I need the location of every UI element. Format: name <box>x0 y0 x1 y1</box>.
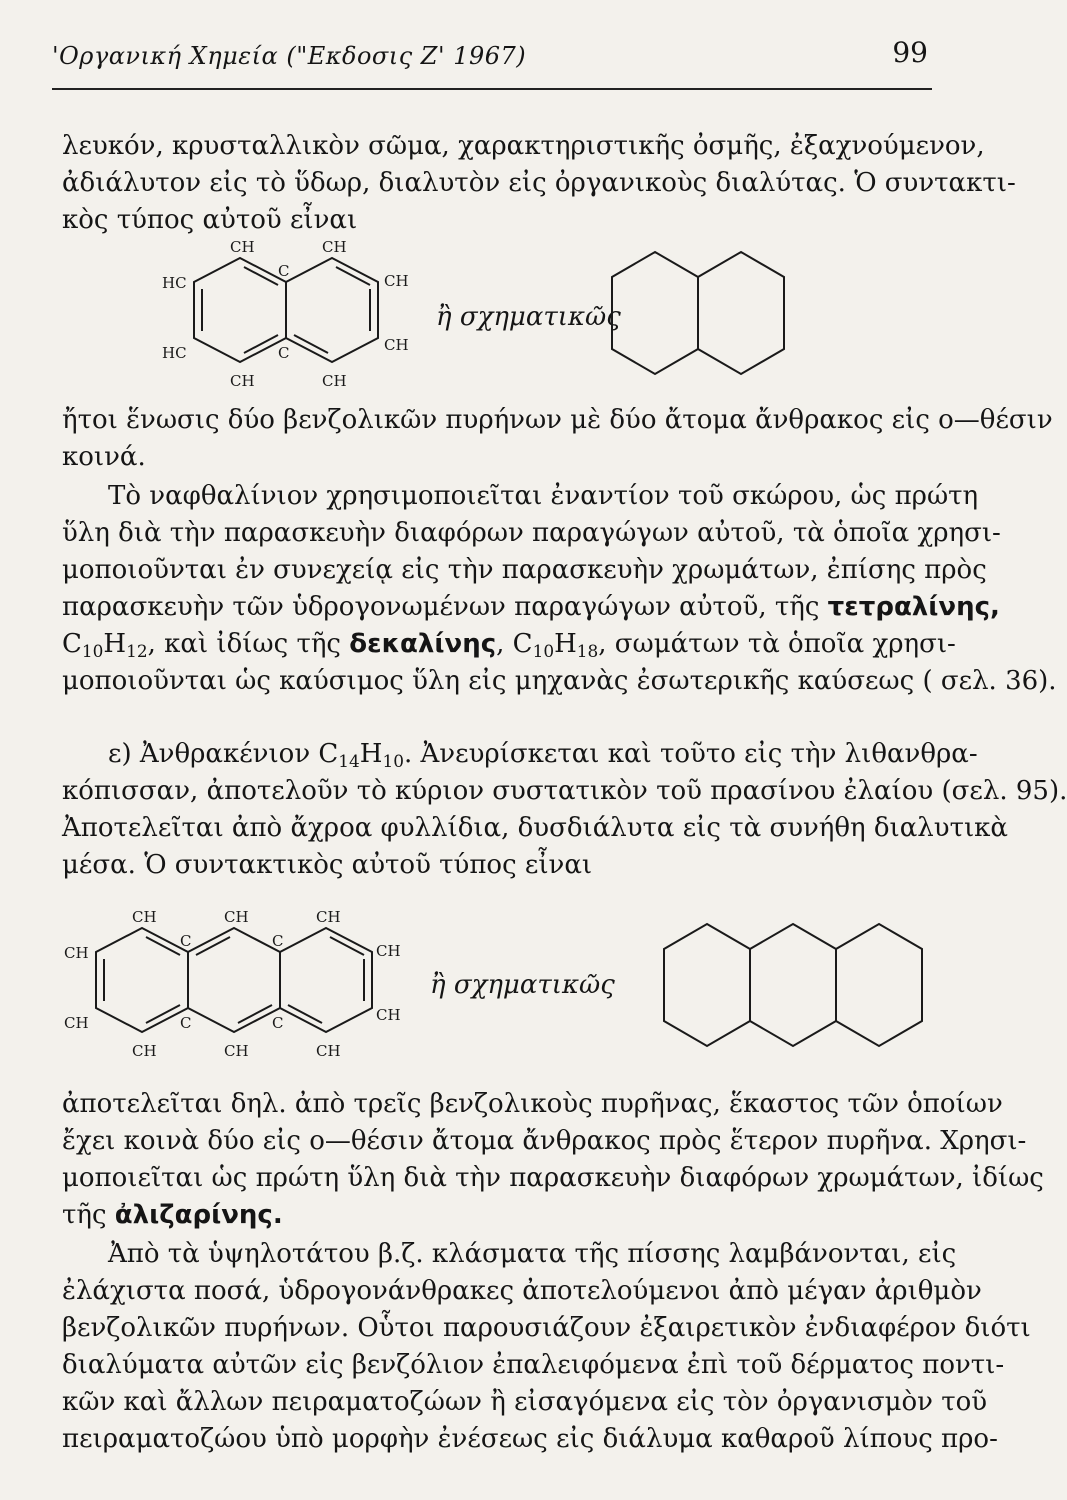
atom-label: CH <box>376 942 401 960</box>
text-line: μοποιοῦνται ὡς καύσιμος ὕλη εἰς μηχανὰς ἐσωτερικῆς καύσεως ( σελ. 36). <box>62 666 1057 696</box>
text-line: πειραματοζώου ὑπὸ μορφὴν ἐνέσεως εἰς διάλυμα καθαροῦ λίπους προ- <box>62 1424 998 1454</box>
paragraph-tar-fractions <box>62 1236 1031 1458</box>
text-line: Τὸ ναφθαλίνιον χρησιμοποιεῖται ἐναντίον τοῦ σκώρου, ὡς πρώτη <box>108 481 979 511</box>
subscript: 14 <box>338 751 360 772</box>
text-run: C <box>62 629 82 659</box>
text-line: βενζολικῶν πυρήνων. Οὗτοι παρουσιάζουν ἐξαιρετικὸν ἐνδιαφέρον διότι <box>62 1313 1031 1343</box>
text-run: H <box>103 629 127 659</box>
text-line: Ἀποτελεῖται ἀπὸ ἄχροα φυλλίδια, δυσδιάλυτα εἰς τὰ συνήθη διαλυτικὰ <box>62 813 1008 843</box>
bold-term-tetralin: τετραλίνης, <box>827 592 1000 622</box>
atom-label: CH <box>316 908 341 926</box>
anthracene-structural-formula <box>62 906 402 1066</box>
text-line <box>62 626 956 663</box>
atom-label: C <box>278 262 290 280</box>
atom-label: CH <box>132 1042 157 1060</box>
text-line: ἔχει κοινὰ δύο εἰς ο—θέσιν ἄτομα ἄνθρακος πρὸς ἕτερον πυρῆνα. Χρησι- <box>62 1126 1027 1156</box>
text-run: , C <box>496 629 533 659</box>
atom-label: C <box>180 1014 192 1032</box>
text-line: ἤτοι ἕνωσις δύο βενζολικῶν πυρήνων μὲ δύο ἄτομα ἄνθρακος εἰς ο—θέσιν <box>62 405 1053 435</box>
paragraph-naphthalene-description <box>62 402 1053 476</box>
text-line: μοποιεῖται ὡς πρώτη ὕλη διὰ τὴν παρασκευὴν διαφόρων χρωμάτων, ἰδίως <box>62 1163 1044 1193</box>
schematic-label: ἢ σχηματικῶς <box>430 970 615 1000</box>
text-line: κοινά. <box>62 442 146 472</box>
text-run: ε) Ἀνθρακένιον C <box>108 739 339 769</box>
bold-term-decalin: δεκαλίνης <box>349 629 497 659</box>
atom-label: CH <box>230 238 255 256</box>
naphthalene-structural-formula <box>160 236 420 396</box>
text-line: λευκόν, κρυσταλλικὸν σῶμα, χαρακτηριστικῆς ὀσμῆς, ἐξαχνούμενον, <box>62 131 985 161</box>
text-line: κόπισσαν, ἀποτελοῦν τὸ κύριον συστατικὸν τοῦ πρασίνου ἐλαίου (σελ. 95). <box>62 776 1067 806</box>
text-line: ἀποτελεῖται δηλ. ἀπὸ τρεῖς βενζολικοὺς πυρῆνας, ἕκαστος τῶν ὁποίων <box>62 1089 1003 1119</box>
bold-term-alizarin: ἀλιζαρίνης. <box>114 1200 283 1230</box>
atom-label: C <box>272 1014 284 1032</box>
header-rule <box>52 88 932 90</box>
text-run: τῆς <box>62 1200 107 1230</box>
atom-label: HC <box>162 274 187 292</box>
text-line: μέσα. Ὁ συντακτικὸς αὐτοῦ τύπος εἶναι <box>62 850 593 880</box>
paragraph-naphthalene-properties <box>62 128 1016 239</box>
text-line: ὕλη διὰ τὴν παρασκευὴν διαφόρων παραγώγων αὐτοῦ, τὰ ὁποῖα χρησι- <box>62 518 1001 548</box>
paragraph-naphthalene-uses <box>62 478 1057 700</box>
text-line <box>62 589 1000 626</box>
atom-label: CH <box>376 1006 401 1024</box>
text-line <box>62 736 978 773</box>
text-line: ἐλάχιστα ποσά, ὑδρογονάνθρακες ἀποτελούμενοι ἀπὸ μέγαν ἀριθμὸν <box>62 1276 982 1306</box>
text-run: παρασκευὴν τῶν ὑδρογονωμένων παραγώγων αὐτοῦ, τῆς <box>62 592 820 622</box>
atom-label: HC <box>162 344 187 362</box>
atom-label: C <box>180 932 192 950</box>
text-run: , καὶ ἰδίως τῆς <box>147 629 341 659</box>
atom-label: CH <box>322 238 347 256</box>
page-header <box>52 30 932 96</box>
text-line <box>62 1197 934 1234</box>
page-number: 99 <box>892 36 928 69</box>
paragraph-anthracene <box>62 736 1067 884</box>
atom-label: CH <box>64 944 89 962</box>
naphthalene-schematic <box>610 244 790 384</box>
atom-label: CH <box>384 272 409 290</box>
subscript: 10 <box>532 641 555 662</box>
subscript: 18 <box>576 641 599 662</box>
subscript: 10 <box>382 751 404 772</box>
text-line: διαλύματα αὐτῶν εἰς βενζόλιον ἐπαλειφόμενα ἐπὶ τοῦ δέρματος ποντι- <box>62 1350 1005 1380</box>
atom-label: CH <box>322 372 347 390</box>
atom-label: CH <box>384 336 409 354</box>
atom-label: CH <box>230 372 255 390</box>
subscript: 10 <box>81 641 104 662</box>
text-line: μοποιοῦνται ἐν συνεχείᾳ εἰς τὴν παρασκευὴν χρωμάτων, ἐπίσης πρὸς <box>62 555 987 585</box>
text-line: κῶν καὶ ἄλλων πειραματοζώων ἢ εἰσαγόμενα εἰς τὸν ὀργανισμὸν τοῦ <box>62 1387 988 1417</box>
text-run: , σωμάτων τὰ ὁποῖα χρησι- <box>598 629 956 659</box>
atom-label: CH <box>224 1042 249 1060</box>
paragraph-anthracene-structure <box>62 1086 1044 1234</box>
atom-label: C <box>272 932 284 950</box>
atom-label: CH <box>316 1042 341 1060</box>
text-run: H <box>359 739 383 769</box>
text-line: Ἀπὸ τὰ ὑψηλοτάτου β.ζ. κλάσματα τῆς πίσσης λαμβάνονται, εἰς <box>108 1239 957 1269</box>
text-line: κὸς τύπος αὐτοῦ εἶναι <box>62 205 358 235</box>
atom-label: CH <box>224 908 249 926</box>
text-run: . Ἀνευρίσκεται καὶ τοῦτο εἰς τὴν λιθανθρα- <box>403 739 978 769</box>
subscript: 12 <box>126 641 148 662</box>
running-title: 'Οργανική Χημεία ("Εκδοσις Ζ' 1967) <box>52 42 527 70</box>
text-run: H <box>554 629 577 659</box>
text-line: ἀδιάλυτον εἰς τὸ ὕδωρ, διαλυτὸν εἰς ὀργανικοὺς διαλύτας. Ὁ συντακτι- <box>62 168 1016 198</box>
atom-label: C <box>278 344 290 362</box>
schematic-label: ἢ σχηματικῶς <box>436 302 621 332</box>
atom-label: CH <box>64 1014 89 1032</box>
anthracene-schematic <box>662 916 924 1056</box>
atom-label: CH <box>132 908 157 926</box>
